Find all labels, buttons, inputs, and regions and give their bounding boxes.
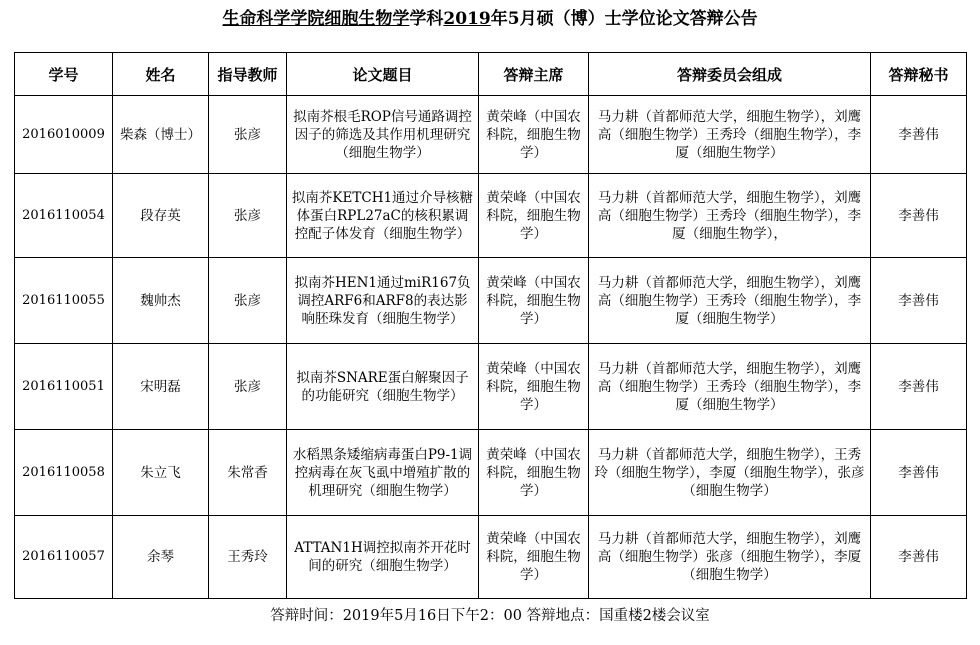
cell-committee: 马力耕（首都师范大学，细胞生物学），刘鹰高（细胞生物学）王秀玲（细胞生物学），李厦（细胞生物学） bbox=[589, 96, 871, 174]
header-secretary: 答辩秘书 bbox=[871, 53, 967, 96]
title-college: 生命科学学院 bbox=[222, 9, 325, 29]
header-name: 姓名 bbox=[113, 53, 209, 96]
cell-secretary: 李善伟 bbox=[871, 96, 967, 174]
cell-committee: 马力耕（首都师范大学，细胞生物学），刘鹰高（细胞生物学）张彦（细胞生物学），李厦（细胞生物学） bbox=[589, 516, 871, 599]
title-rest: 年5月硕（博）士学位论文答辩公告 bbox=[490, 9, 758, 29]
cell-advisor: 朱常香 bbox=[209, 430, 287, 516]
cell-committee: 马力耕（首都师范大学，细胞生物学），刘鹰高（细胞生物学）王秀玲（细胞生物学），李厦（细胞生物学） bbox=[589, 258, 871, 344]
table-row bbox=[15, 516, 967, 599]
table-header-row bbox=[15, 53, 967, 96]
cell-thesis-title: 拟南芥HEN1通过miR167负调控ARF6和ARF8的表达影响胚珠发育（细胞生物学） bbox=[287, 258, 479, 344]
cell-name: 朱立飞 bbox=[113, 430, 209, 516]
header-advisor: 指导教师 bbox=[209, 53, 287, 96]
page-title bbox=[0, 8, 980, 30]
cell-student-id: 2016110057 bbox=[15, 516, 113, 599]
cell-committee: 马力耕（首都师范大学，细胞生物学），刘鹰高（细胞生物学）王秀玲（细胞生物学），李厦（细胞生物学）， bbox=[589, 174, 871, 258]
cell-name: 魏帅杰 bbox=[113, 258, 209, 344]
table-row bbox=[15, 430, 967, 516]
title-year: 2019 bbox=[443, 9, 491, 29]
cell-chair: 黄荣峰（中国农科院，细胞生物学） bbox=[479, 258, 589, 344]
cell-secretary: 李善伟 bbox=[871, 258, 967, 344]
header-student-id: 学号 bbox=[15, 53, 113, 96]
cell-thesis-title: 拟南芥SNARE蛋白解聚因子的功能研究（细胞生物学） bbox=[287, 344, 479, 430]
cell-advisor: 张彦 bbox=[209, 96, 287, 174]
cell-secretary: 李善伟 bbox=[871, 516, 967, 599]
cell-name: 柴森（博士） bbox=[113, 96, 209, 174]
table-row bbox=[15, 174, 967, 258]
cell-advisor: 张彦 bbox=[209, 258, 287, 344]
cell-student-id: 2016110058 bbox=[15, 430, 113, 516]
defense-schedule-table bbox=[14, 52, 967, 599]
cell-secretary: 李善伟 bbox=[871, 430, 967, 516]
cell-name: 宋明磊 bbox=[113, 344, 209, 430]
cell-chair: 黄荣峰（中国农科院，细胞生物学） bbox=[479, 344, 589, 430]
cell-student-id: 2016110054 bbox=[15, 174, 113, 258]
cell-student-id: 2016010009 bbox=[15, 96, 113, 174]
cell-secretary: 李善伟 bbox=[871, 344, 967, 430]
table-row bbox=[15, 96, 967, 174]
cell-chair: 黄荣峰（中国农科院，细胞生物学） bbox=[479, 174, 589, 258]
header-thesis-title: 论文题目 bbox=[287, 53, 479, 96]
header-committee: 答辩委员会组成 bbox=[589, 53, 871, 96]
cell-thesis-title: 拟南芥根毛ROP信号通路调控因子的筛选及其作用机理研究（细胞生物学） bbox=[287, 96, 479, 174]
cell-thesis-title: 拟南芥KETCH1通过介导核糖体蛋白RPL27aC的核积累调控配子体发育（细胞生物学） bbox=[287, 174, 479, 258]
cell-advisor: 张彦 bbox=[209, 174, 287, 258]
cell-name: 段存英 bbox=[113, 174, 209, 258]
cell-committee: 马力耕（首都师范大学，细胞生物学），刘鹰高（细胞生物学）王秀玲（细胞生物学），李厦（细胞生物学） bbox=[589, 344, 871, 430]
cell-thesis-title: 水稻黑条矮缩病毒蛋白P9-1调控病毒在灰飞虱中增殖扩散的机理研究（细胞生物学） bbox=[287, 430, 479, 516]
cell-committee: 马力耕（首都师范大学，细胞生物学），王秀玲（细胞生物学），李厦（细胞生物学），张彦（细胞生物学） bbox=[589, 430, 871, 516]
cell-chair: 黄荣峰（中国农科院，细胞生物学） bbox=[479, 516, 589, 599]
cell-advisor: 张彦 bbox=[209, 344, 287, 430]
cell-secretary: 李善伟 bbox=[871, 174, 967, 258]
table-row bbox=[15, 344, 967, 430]
cell-student-id: 2016110055 bbox=[15, 258, 113, 344]
cell-advisor: 王秀玲 bbox=[209, 516, 287, 599]
defense-time-location: 答辩时间：2019年5月16日下午2：00 答辩地点：国重楼2楼会议室 bbox=[270, 608, 710, 624]
cell-chair: 黄荣峰（中国农科院，细胞生物学） bbox=[479, 96, 589, 174]
cell-student-id: 2016110051 bbox=[15, 344, 113, 430]
title-discipline: 细胞生物学 bbox=[324, 9, 410, 29]
header-chair: 答辩主席 bbox=[479, 53, 589, 96]
cell-name: 余琴 bbox=[113, 516, 209, 599]
title-discipline-suffix: 学科 bbox=[409, 9, 444, 29]
cell-chair: 黄荣峰（中国农科院，细胞生物学） bbox=[479, 430, 589, 516]
table-row bbox=[15, 258, 967, 344]
cell-thesis-title: ATTAN1H调控拟南芥开花时间的研究（细胞生物学） bbox=[287, 516, 479, 599]
